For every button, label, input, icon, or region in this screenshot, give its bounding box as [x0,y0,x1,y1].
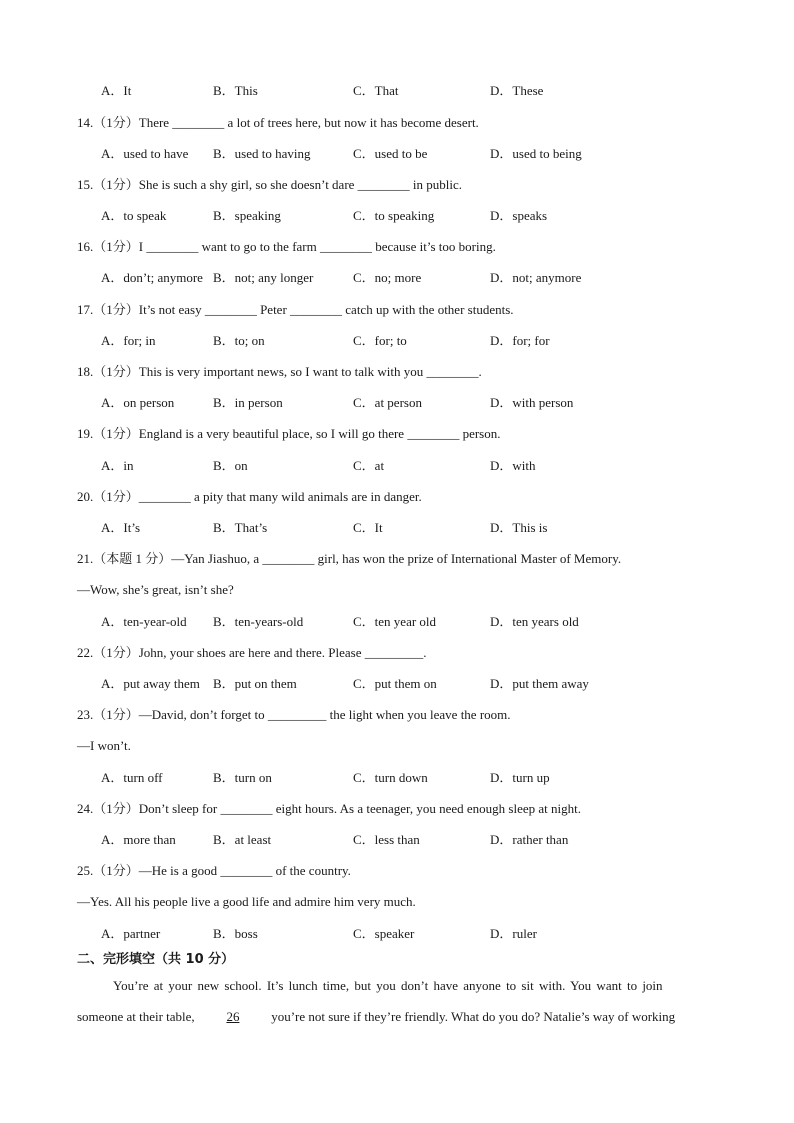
question-stem: 23.（1分）—David, don’t forget to _________ the light when you leave the room. [77,707,511,722]
question-stem: 21.（本题 1 分）—Yan Jiashuo, a ________ girl, has won the prize of International Master of Memory. [77,551,622,566]
question-options [0,331,794,351]
option-a: A．It [101,83,132,98]
question-options [0,674,794,694]
option-b: B．boss [213,926,258,941]
option-d: D．used to being [490,146,582,161]
option-a: A．more than [101,832,176,847]
option-b: B．That’s [213,520,268,535]
question-options [0,393,794,413]
question-stem: 15.（1分）She is such a shy girl, so she doesn’t dare ________ in public. [77,177,463,192]
option-a: A．ten-year-old [101,614,187,629]
option-d: D．speaks [490,208,548,223]
question-stem: 24.（1分）Don’t sleep for ________ eight hours. As a teenager, you need enough sleep at night. [77,801,581,816]
option-a: A．for; in [101,333,156,348]
option-a: A．turn off [101,770,163,785]
option-c: C．ten year old [353,614,437,629]
option-a: A．It’s [101,520,141,535]
question-options [0,268,794,288]
question-options [0,518,794,538]
option-d: D．put them away [490,676,589,691]
option-a: A．put away them [101,676,200,691]
question-options [0,768,794,788]
option-a: A．don’t; anymore [101,270,203,285]
option-d: D．These [490,83,544,98]
option-b: B．used to having [213,146,311,161]
question-stem: 17.（1分）It’s not easy ________ Peter ________ catch up with the other students. [77,302,514,317]
option-b: B．in person [213,395,283,410]
option-b: B．at least [213,832,272,847]
option-d: D．This is [490,520,548,535]
option-b: B．not; any longer [213,270,314,285]
option-a: A．to speak [101,208,167,223]
question-stem: 22.（1分）John, your shoes are here and there. Please _________. [77,645,427,660]
q13-options [0,81,794,101]
passage-text: you’re not sure if they’re friendly. What do you do? Natalie’s way of working [271,1009,676,1024]
option-a: A．on person [101,395,175,410]
option-b: B．put on them [213,676,297,691]
question-options [0,924,794,944]
option-b: B．turn on [213,770,272,785]
option-c: C．That [353,83,399,98]
section-heading: 二、完形填空（共 10 分） [77,952,235,967]
option-d: D．with [490,458,536,473]
question-stem: 18.（1分）This is very important news, so I want to talk with you ________. [77,364,482,379]
question-stem-continuation: —Yes. All his people live a good life and admire him very much. [77,894,416,909]
option-c: C．turn down [353,770,428,785]
option-c: C．put them on [353,676,437,691]
question-stem-continuation: —I won’t. [77,738,131,753]
question-stem-continuation: —Wow, she’s great, isn’t she? [77,582,234,597]
question-options [0,612,794,632]
option-d: D．rather than [490,832,569,847]
option-d: D．turn up [490,770,550,785]
option-d: D．ruler [490,926,537,941]
option-c: C．no; more [353,270,422,285]
option-c: C．speaker [353,926,415,941]
option-c: C．for; to [353,333,407,348]
cloze-blank-26[interactable]: 26 [226,1009,240,1024]
option-b: B．ten-years-old [213,614,304,629]
option-a: A．partner [101,926,161,941]
option-b: B．speaking [213,208,281,223]
question-options [0,206,794,226]
question-stem: 25.（1分）—He is a good ________ of the country. [77,863,351,878]
cloze-passage-line: You’re at your new school. It’s lunch time, but you don’t have anyone to sit with. You want to join [113,978,663,993]
option-b: B．to; on [213,333,265,348]
option-d: D．not; anymore [490,270,582,285]
option-d: D．for; for [490,333,550,348]
option-c: C．It [353,520,383,535]
option-c: C．at person [353,395,422,410]
question-options [0,830,794,850]
question-options [0,144,794,164]
question-stem: 20.（1分）________ a pity that many wild animals are in danger. [77,489,422,504]
cloze-passage-line [77,1007,717,1027]
option-d: D．ten years old [490,614,579,629]
option-c: C．less than [353,832,420,847]
question-stem: 14.（1分）There ________ a lot of trees here, but now it has become desert. [77,115,479,130]
option-b: B．This [213,83,258,98]
option-c: C．used to be [353,146,428,161]
question-stem: 19.（1分）England is a very beautiful place, so I will go there ________ person. [77,426,501,441]
question-options [0,456,794,476]
option-a: A．in [101,458,134,473]
option-d: D．with person [490,395,574,410]
option-c: C．to speaking [353,208,435,223]
passage-text: someone at their table, [77,1009,195,1024]
option-a: A．used to have [101,146,189,161]
option-b: B．on [213,458,248,473]
option-c: C．at [353,458,385,473]
question-stem: 16.（1分）I ________ want to go to the farm ________ because it’s too boring. [77,239,496,254]
